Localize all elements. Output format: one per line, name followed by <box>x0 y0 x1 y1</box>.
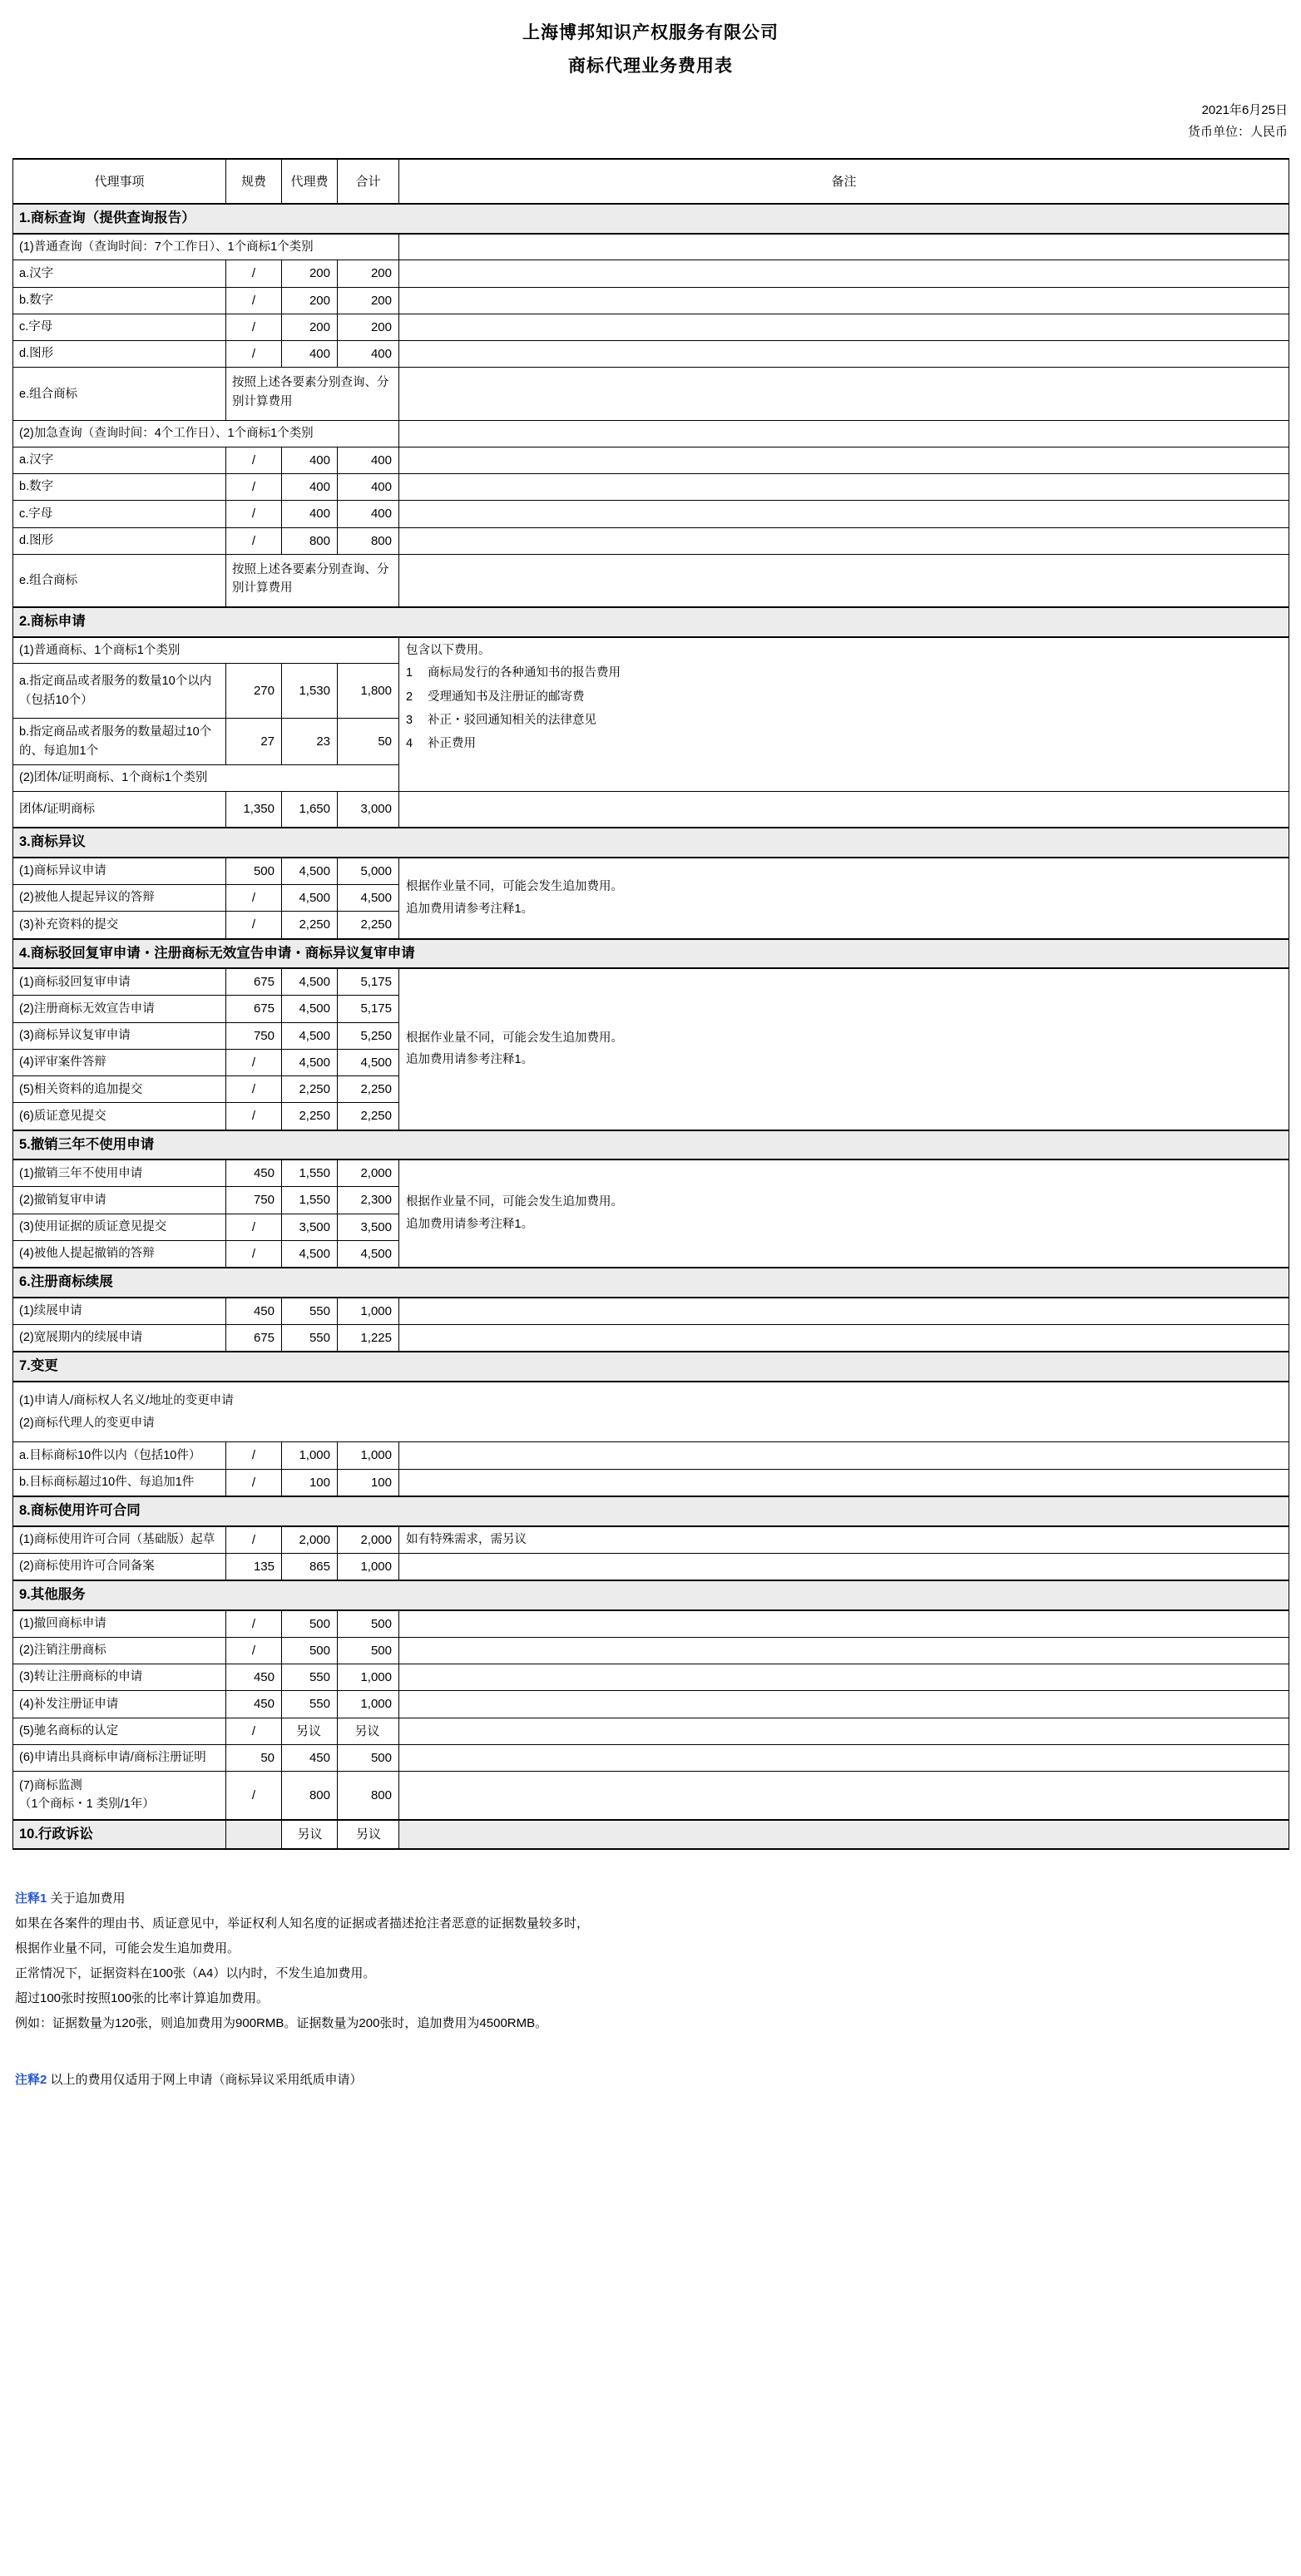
row-remark <box>399 1553 1289 1580</box>
row-gov-fee: / <box>226 1718 282 1744</box>
remark-item-number: 3 <box>406 713 413 727</box>
row-remark <box>399 1718 1289 1744</box>
section-band-row-10 <box>13 1820 1289 1850</box>
section-title-3: 3.商标异议 <box>13 828 1289 858</box>
row-item: (6)申请出具商标申请/商标注册证明 <box>13 1744 226 1771</box>
row-item: a.汉字 <box>13 260 226 287</box>
row-gov-fee: / <box>226 1637 282 1664</box>
row-gov-fee: / <box>226 341 282 368</box>
row-item: (2)商标使用许可合同备案 <box>13 1553 226 1580</box>
row-agent-fee: 400 <box>282 501 338 527</box>
notes-block <box>15 1886 1301 2126</box>
row-item: (2)注销注册商标 <box>13 1637 226 1664</box>
row-agent-fee: 550 <box>282 1664 338 1691</box>
row-gov-fee: 450 <box>226 1664 282 1691</box>
row-gov-fee: 675 <box>226 996 282 1022</box>
remark-item-number: 4 <box>406 737 413 751</box>
row-agent-fee: 另议 <box>282 1718 338 1744</box>
row-gov-fee: / <box>226 912 282 939</box>
row-agent-fee: 4,500 <box>282 1240 338 1268</box>
row-total: 4,500 <box>338 1240 399 1268</box>
row-remark <box>399 1442 1289 1469</box>
row-remark <box>399 1664 1289 1691</box>
row-agent-fee: 4,500 <box>282 1049 338 1075</box>
note-1-line: 超过100张时按照100张的比率计算追加费用。 <box>15 1991 270 2006</box>
section-band-row <box>13 1496 1289 1526</box>
row-agent-fee: 550 <box>282 1691 338 1718</box>
row-total: 1,225 <box>338 1325 399 1352</box>
row-gov-fee: / <box>226 1469 282 1496</box>
subsection-1-normal: (1)普通查询（查询时间：7个工作日）、1个商标1个类别 <box>13 234 399 260</box>
row-item: c.字母 <box>13 314 226 340</box>
row-gov-fee: 450 <box>226 1298 282 1325</box>
combo-note: 按照上述各要素分别查询、分别计算费用 <box>226 368 399 421</box>
remark-item-number: 1 <box>406 666 413 680</box>
table-row <box>13 791 1289 828</box>
row-total: 800 <box>338 527 399 554</box>
row-total: 2,000 <box>338 1159 399 1187</box>
page-title: 商标代理业务费用表 <box>568 56 733 76</box>
section-10-total: 另议 <box>338 1820 399 1850</box>
row-total: 5,175 <box>338 968 399 996</box>
row-agent-fee: 200 <box>282 287 338 314</box>
remark-item-number: 2 <box>406 690 413 704</box>
remark-list <box>406 661 1284 755</box>
row-agent-fee: 4,500 <box>282 1022 338 1049</box>
table-row <box>13 968 1289 996</box>
row-total: 400 <box>338 501 399 527</box>
section-title-9: 9.其他服务 <box>13 1580 1289 1610</box>
section-title-5: 5.撤销三年不使用申请 <box>13 1130 1289 1160</box>
table-row-combo <box>13 368 1289 421</box>
table-row <box>13 260 1289 287</box>
row-agent-fee: 1,550 <box>282 1159 338 1187</box>
row-item: (1)续展申请 <box>13 1298 226 1325</box>
row-gov-fee: / <box>226 1772 282 1820</box>
remark-line: 根据作业量不同，可能会发生追加费用。 <box>406 1031 623 1045</box>
row-total: 5,250 <box>338 1022 399 1049</box>
table-row <box>13 341 1289 368</box>
section-band-row <box>13 1130 1289 1160</box>
row-total: 2,250 <box>338 1076 399 1103</box>
remark-line: 根据作业量不同，可能会发生追加费用。 <box>406 879 623 893</box>
section-2-remark <box>399 637 1289 791</box>
row-remark <box>399 1298 1289 1325</box>
row-remark <box>399 1772 1289 1820</box>
table-row <box>13 1442 1289 1469</box>
row-item <box>13 1772 226 1820</box>
row-remark <box>399 554 1289 607</box>
remark-list-item <box>406 732 1284 755</box>
row-item: e.组合商标 <box>13 368 226 421</box>
section-band-row <box>13 204 1289 234</box>
row-agent-fee: 800 <box>282 1772 338 1820</box>
row-agent-fee: 3,500 <box>282 1214 338 1240</box>
table-row <box>13 1526 1289 1554</box>
subsection-1-urgent: (2)加急查询（查询时间：4个工作日）、1个商标1个类别 <box>13 421 399 447</box>
section-band-row <box>13 828 1289 858</box>
table-row <box>13 447 1289 473</box>
row-remark <box>399 1325 1289 1352</box>
row-gov-fee: 675 <box>226 968 282 996</box>
row-agent-fee: 550 <box>282 1298 338 1325</box>
row-remark <box>399 527 1289 554</box>
row-agent-fee: 1,530 <box>282 664 338 719</box>
section-title-4: 4.商标驳回复审申请・注册商标无效宣告申请・商标异议复审申请 <box>13 939 1289 969</box>
row-total: 500 <box>338 1744 399 1771</box>
row-item: b.指定商品或者服务的数量超过10个的、每追加1个 <box>13 719 226 765</box>
subsection-row <box>13 234 1289 260</box>
row-total: 200 <box>338 287 399 314</box>
row-item: e.组合商标 <box>13 554 226 607</box>
row-gov-fee: 450 <box>226 1691 282 1718</box>
section-title-2: 2.商标申请 <box>13 607 1289 637</box>
row-agent-fee: 4,500 <box>282 858 338 885</box>
row-total: 1,000 <box>338 1298 399 1325</box>
row-remark <box>399 260 1289 287</box>
row-agent-fee: 1,550 <box>282 1187 338 1214</box>
note-1-line: 如果在各案件的理由书、质证意见中，举证权利人知名度的证据或者描述抢注者恶意的证据数量较多时， <box>15 1916 590 1931</box>
header-agent-fee: 代理费 <box>282 159 338 204</box>
row-gov-fee: / <box>226 1240 282 1268</box>
remark-text-block <box>406 1027 1284 1072</box>
table-row <box>13 1469 1289 1496</box>
currency-unit: 货币单位：人民币 <box>1187 125 1288 140</box>
section-4-remark <box>399 968 1289 1130</box>
row-total: 2,300 <box>338 1187 399 1214</box>
row-remark <box>399 1469 1289 1496</box>
row-remark <box>399 1610 1289 1638</box>
subsection-row <box>13 637 1289 664</box>
row-total: 1,000 <box>338 1553 399 1580</box>
remark-item-text: 商标局发行的各种通知书的报告费用 <box>428 666 621 680</box>
row-remark <box>399 474 1289 501</box>
row-agent-fee: 500 <box>282 1610 338 1638</box>
table-row <box>13 1159 1289 1187</box>
row-gov-fee: 270 <box>226 664 282 719</box>
row-item: (6)质证意见提交 <box>13 1103 226 1130</box>
table-row <box>13 1610 1289 1638</box>
row-gov-fee: 675 <box>226 1325 282 1352</box>
section-band-row <box>13 1268 1289 1298</box>
row-agent-fee: 4,500 <box>282 968 338 996</box>
row-gov-fee: 50 <box>226 1744 282 1771</box>
row-agent-fee: 200 <box>282 260 338 287</box>
row-gov-fee: 500 <box>226 858 282 885</box>
row-gov-fee: 450 <box>226 1159 282 1187</box>
remark-empty <box>399 234 1289 260</box>
remark-title: 包含以下费用。 <box>406 643 491 657</box>
row-agent-fee: 400 <box>282 447 338 473</box>
table-row <box>13 287 1289 314</box>
row-remark <box>399 791 1289 828</box>
remark-line: 追加费用请参考注释1。 <box>406 1053 534 1067</box>
section-title-1: 1.商标查询（提供查询报告） <box>13 204 1289 234</box>
row-agent-fee: 865 <box>282 1553 338 1580</box>
row-agent-fee: 2,250 <box>282 1103 338 1130</box>
row-total: 100 <box>338 1469 399 1496</box>
row-gov-fee: / <box>226 1214 282 1240</box>
row-agent-fee: 2,250 <box>282 912 338 939</box>
remark-text-block <box>406 1191 1284 1236</box>
note-2-heading <box>15 2068 1301 2093</box>
remark-list-item <box>406 709 1284 732</box>
remark-empty <box>399 421 1289 447</box>
row-gov-fee: / <box>226 1526 282 1554</box>
row-remark <box>399 1691 1289 1718</box>
table-row <box>13 1325 1289 1352</box>
row-agent-fee: 400 <box>282 341 338 368</box>
row-item: (2)注册商标无效宣告申请 <box>13 996 226 1022</box>
row-item: (2)撤销复审申请 <box>13 1187 226 1214</box>
remark-line: 根据作业量不同，可能会发生追加费用。 <box>406 1195 623 1209</box>
row-gov-fee: 1,350 <box>226 791 282 828</box>
row-item: (1)商标异议申请 <box>13 858 226 885</box>
row-total: 3,000 <box>338 791 399 828</box>
row-gov-fee: / <box>226 260 282 287</box>
row-total: 400 <box>338 341 399 368</box>
notes-spacer <box>15 2036 1301 2068</box>
document-meta <box>0 100 1301 144</box>
row-total: 5,175 <box>338 996 399 1022</box>
row-gov-fee: / <box>226 447 282 473</box>
row-item: (5)驰名商标的认定 <box>13 1718 226 1744</box>
subsection-line: (2)商标代理人的变更申请 <box>19 1416 155 1430</box>
row-item: (1)商标驳回复审申请 <box>13 968 226 996</box>
section-band-row <box>13 1580 1289 1610</box>
remark-list-item <box>406 685 1284 709</box>
section-10-agent-fee: 另议 <box>282 1820 338 1850</box>
section-title-7: 7.变更 <box>13 1352 1289 1382</box>
table-row <box>13 1718 1289 1744</box>
row-gov-fee: 750 <box>226 1187 282 1214</box>
row-gov-fee: / <box>226 474 282 501</box>
remark-text-block <box>406 876 1284 921</box>
remark-list-item <box>406 661 1284 685</box>
row-total: 另议 <box>338 1718 399 1744</box>
note-1-heading <box>15 1886 1301 1911</box>
row-gov-fee: / <box>226 1049 282 1075</box>
row-agent-fee: 1,650 <box>282 791 338 828</box>
section-band-row <box>13 1352 1289 1382</box>
note-1-line: 正常情况下，证据资料在100张（A4）以内时，不发生追加费用。 <box>15 1966 376 1981</box>
row-remark <box>399 368 1289 421</box>
note-2-text: 以上的费用仅适用于网上申请（商标异议采用纸质申请） <box>47 2073 363 2088</box>
row-agent-fee: 4,500 <box>282 996 338 1022</box>
remark-item-text: 补正费用 <box>428 737 476 751</box>
row-gov-fee: / <box>226 1076 282 1103</box>
row-remark <box>399 287 1289 314</box>
section-title-6: 6.注册商标续展 <box>13 1268 1289 1298</box>
row-gov-fee: 750 <box>226 1022 282 1049</box>
row-total: 3,500 <box>338 1214 399 1240</box>
combo-note: 按照上述各要素分别查询、分别计算费用 <box>226 554 399 607</box>
title-block <box>0 0 1301 83</box>
row-total: 50 <box>338 719 399 765</box>
row-item: b.数字 <box>13 474 226 501</box>
subsection-2-normal: (1)普通商标、1个商标1个类别 <box>13 637 399 664</box>
row-item: (1)撤回商标申请 <box>13 1610 226 1638</box>
row-item: d.图形 <box>13 527 226 554</box>
row-item: (3)使用证据的质证意见提交 <box>13 1214 226 1240</box>
row-remark <box>399 314 1289 340</box>
monitor-line-1: (7)商标监测 <box>19 1778 82 1792</box>
row-total: 200 <box>338 260 399 287</box>
row-item: (1)商标使用许可合同（基础版）起草 <box>13 1526 226 1554</box>
table-row-combo <box>13 554 1289 607</box>
section-5-remark <box>399 1159 1289 1268</box>
table-row <box>13 501 1289 527</box>
header-gov-fee: 规费 <box>226 159 282 204</box>
row-item: 团体/证明商标 <box>13 791 226 828</box>
row-agent-fee: 400 <box>282 474 338 501</box>
row-item: (3)转让注册商标的申请 <box>13 1664 226 1691</box>
row-total: 200 <box>338 314 399 340</box>
row-agent-fee: 2,000 <box>282 1526 338 1554</box>
row-item: (3)补充资料的提交 <box>13 912 226 939</box>
row-item: a.指定商品或者服务的数量10个以内（包括10个） <box>13 664 226 719</box>
row-gov-fee: / <box>226 501 282 527</box>
row-agent-fee: 100 <box>282 1469 338 1496</box>
row-total: 5,000 <box>338 858 399 885</box>
row-item: (4)补发注册证申请 <box>13 1691 226 1718</box>
note-1-title: 关于追加费用 <box>47 1891 126 1906</box>
table-row <box>13 858 1289 885</box>
subsection-7-lines <box>13 1382 1289 1442</box>
company-name: 上海博邦知识产权服务有限公司 <box>522 23 779 42</box>
row-gov-fee: / <box>226 527 282 554</box>
row-item: c.字母 <box>13 501 226 527</box>
row-remark: 如有特殊需求，需另议 <box>399 1526 1289 1554</box>
row-agent-fee: 550 <box>282 1325 338 1352</box>
row-gov-fee: / <box>226 1103 282 1130</box>
row-remark <box>399 1637 1289 1664</box>
header-remark: 备注 <box>399 159 1289 204</box>
row-total: 400 <box>338 447 399 473</box>
row-item: (4)被他人提起撤销的答辩 <box>13 1240 226 1268</box>
note-1-label: 注释1 <box>15 1891 47 1906</box>
fee-table <box>12 158 1289 1850</box>
remark-line: 追加费用请参考注释1。 <box>406 902 534 916</box>
row-total: 1,000 <box>338 1664 399 1691</box>
section-band-row <box>13 607 1289 637</box>
row-agent-fee: 4,500 <box>282 885 338 912</box>
row-item: d.图形 <box>13 341 226 368</box>
row-total: 2,250 <box>338 1103 399 1130</box>
section-10-remark <box>399 1820 1289 1850</box>
section-10-gov-fee <box>226 1820 282 1850</box>
row-total: 2,000 <box>338 1526 399 1554</box>
row-total: 1,800 <box>338 664 399 719</box>
section-band-row <box>13 939 1289 969</box>
row-agent-fee: 500 <box>282 1637 338 1664</box>
row-remark <box>399 447 1289 473</box>
row-agent-fee: 800 <box>282 527 338 554</box>
table-row <box>13 1664 1289 1691</box>
row-item: a.汉字 <box>13 447 226 473</box>
row-gov-fee: 135 <box>226 1553 282 1580</box>
table-row <box>13 527 1289 554</box>
row-total: 500 <box>338 1637 399 1664</box>
table-row <box>13 1637 1289 1664</box>
subsection-row <box>13 421 1289 447</box>
row-agent-fee: 450 <box>282 1744 338 1771</box>
row-gov-fee: / <box>226 1442 282 1469</box>
row-total: 400 <box>338 474 399 501</box>
row-item: (4)评审案件答辩 <box>13 1049 226 1075</box>
row-agent-fee: 23 <box>282 719 338 765</box>
header-item: 代理事项 <box>13 159 226 204</box>
document-date: 2021年6月25日 <box>1201 102 1288 117</box>
row-agent-fee: 1,000 <box>282 1442 338 1469</box>
table-row <box>13 474 1289 501</box>
row-total: 4,500 <box>338 1049 399 1075</box>
remark-item-text: 受理通知书及注册证的邮寄费 <box>428 690 585 704</box>
remark-item-text: 补正・驳回通知相关的法律意见 <box>428 713 596 727</box>
remark-line: 追加费用请参考注释1。 <box>406 1218 534 1232</box>
row-gov-fee: 27 <box>226 719 282 765</box>
row-total: 500 <box>338 1610 399 1638</box>
note-2-label: 注释2 <box>15 2073 47 2088</box>
note-1-line: 例如：证据数量为120张，则追加费用为900RMB。证据数量为200张时，追加费用为4500RMB。 <box>15 2016 548 2031</box>
row-item: (5)相关资料的追加提交 <box>13 1076 226 1103</box>
row-gov-fee: / <box>226 314 282 340</box>
row-item: a.目标商标10件以内（包括10件） <box>13 1442 226 1469</box>
row-total: 1,000 <box>338 1442 399 1469</box>
table-row <box>13 1691 1289 1718</box>
subsection-line: (1)申请人/商标权人名义/地址的变更申请 <box>19 1393 234 1407</box>
row-item: (1)撤销三年不使用申请 <box>13 1159 226 1187</box>
row-total: 1,000 <box>338 1691 399 1718</box>
row-item: (2)被他人提起异议的答辩 <box>13 885 226 912</box>
table-row <box>13 1553 1289 1580</box>
row-total: 2,250 <box>338 912 399 939</box>
row-item: (2)宽展期内的续展申请 <box>13 1325 226 1352</box>
row-total: 4,500 <box>338 885 399 912</box>
table-header-row <box>13 159 1289 204</box>
table-row <box>13 1744 1289 1771</box>
section-title-8: 8.商标使用许可合同 <box>13 1496 1289 1526</box>
row-gov-fee: / <box>226 885 282 912</box>
section-3-remark <box>399 858 1289 939</box>
subsection-2-collective: (2)团体/证明商标、1个商标1个类别 <box>13 765 399 791</box>
row-remark <box>399 501 1289 527</box>
row-remark <box>399 1744 1289 1771</box>
row-agent-fee: 2,250 <box>282 1076 338 1103</box>
row-gov-fee: / <box>226 287 282 314</box>
row-gov-fee: / <box>226 1610 282 1638</box>
row-agent-fee: 200 <box>282 314 338 340</box>
note-1-line: 根据作业量不同，可能会发生追加费用。 <box>15 1941 240 1956</box>
section-title-10: 10.行政诉讼 <box>13 1820 226 1850</box>
table-row <box>13 314 1289 340</box>
row-item: (3)商标异议复审申请 <box>13 1022 226 1049</box>
table-row <box>13 1298 1289 1325</box>
monitor-line-2: （1个商标・1 类别/1年） <box>19 1797 155 1812</box>
table-row-monitor <box>13 1772 1289 1820</box>
subsection-row <box>13 1382 1289 1442</box>
row-remark <box>399 341 1289 368</box>
header-total: 合计 <box>338 159 399 204</box>
row-item: b.数字 <box>13 287 226 314</box>
row-item: b.目标商标超过10件、每追加1件 <box>13 1469 226 1496</box>
row-total: 800 <box>338 1772 399 1820</box>
